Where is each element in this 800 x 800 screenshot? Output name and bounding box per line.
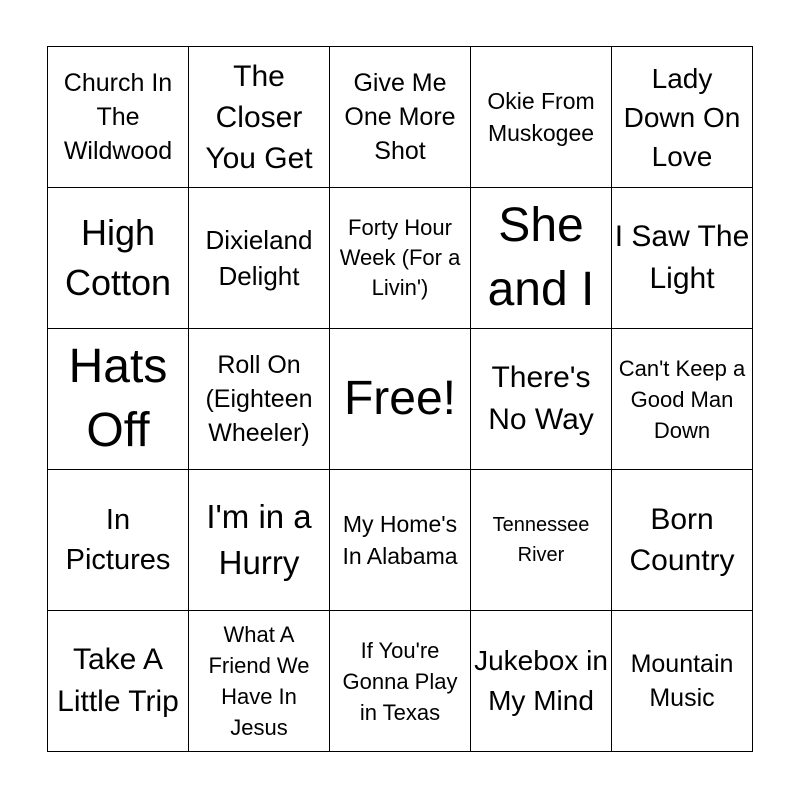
bingo-cell[interactable] xyxy=(471,470,612,611)
free-space[interactable] xyxy=(330,329,471,470)
bingo-cell[interactable] xyxy=(189,188,330,329)
bingo-cell[interactable] xyxy=(48,470,189,611)
bingo-cell[interactable] xyxy=(330,47,471,188)
cell-text: She and I xyxy=(487,199,595,316)
bingo-cell[interactable] xyxy=(189,47,330,188)
cell-text: Can't Keep a Good Man Down xyxy=(618,355,746,443)
bingo-cell[interactable] xyxy=(612,329,753,470)
cell-text: Give Me One More Shot xyxy=(344,69,456,165)
cell-text: Roll On (Eighteen Wheeler) xyxy=(205,351,313,447)
cell-text: Dixieland Delight xyxy=(205,225,313,291)
cell-text: In Pictures xyxy=(65,504,171,576)
bingo-cell[interactable] xyxy=(189,611,330,752)
cell-text: Hats Off xyxy=(68,340,168,457)
cell-text: Tennessee River xyxy=(492,514,590,566)
bingo-cell[interactable] xyxy=(330,188,471,329)
bingo-cell[interactable] xyxy=(48,188,189,329)
bingo-cell[interactable] xyxy=(612,470,753,611)
bingo-cell[interactable] xyxy=(612,188,753,329)
bingo-cell[interactable] xyxy=(471,47,612,188)
cell-text: High Cotton xyxy=(64,212,172,303)
cell-text: Forty Hour Week (For a Livin') xyxy=(339,215,461,300)
bingo-cell[interactable] xyxy=(471,329,612,470)
cell-text: Okie From Muskogee xyxy=(487,88,595,146)
cell-text: Church In The Wildwood xyxy=(63,69,173,165)
cell-text: Free! xyxy=(343,372,457,425)
bingo-cell[interactable] xyxy=(48,47,189,188)
bingo-cell[interactable] xyxy=(48,329,189,470)
cell-text: Born Country xyxy=(629,503,735,577)
cell-text: My Home's In Alabama xyxy=(342,511,458,569)
cell-text: Jukebox in My Mind xyxy=(474,645,608,716)
bingo-cell[interactable] xyxy=(612,47,753,188)
cell-text: The Closer You Get xyxy=(205,59,313,175)
bingo-cell[interactable] xyxy=(330,611,471,752)
bingo-card xyxy=(47,46,753,752)
cell-text: There's No Way xyxy=(488,361,594,436)
cell-text: I'm in a Hurry xyxy=(206,498,312,581)
bingo-cell[interactable] xyxy=(612,611,753,752)
cell-text: Take A Little Trip xyxy=(57,643,179,718)
bingo-cell[interactable] xyxy=(330,470,471,611)
bingo-cell[interactable] xyxy=(471,611,612,752)
cell-text: Mountain Music xyxy=(630,650,734,712)
bingo-cell[interactable] xyxy=(48,611,189,752)
cell-text: Lady Down On Love xyxy=(623,62,741,172)
bingo-cell[interactable] xyxy=(189,470,330,611)
cell-text: I Saw The Light xyxy=(614,220,750,295)
cell-text: If You're Gonna Play in Texas xyxy=(342,637,458,725)
bingo-cell[interactable] xyxy=(189,329,330,470)
bingo-cell[interactable] xyxy=(471,188,612,329)
cell-text: What A Friend We Have In Jesus xyxy=(208,622,310,740)
